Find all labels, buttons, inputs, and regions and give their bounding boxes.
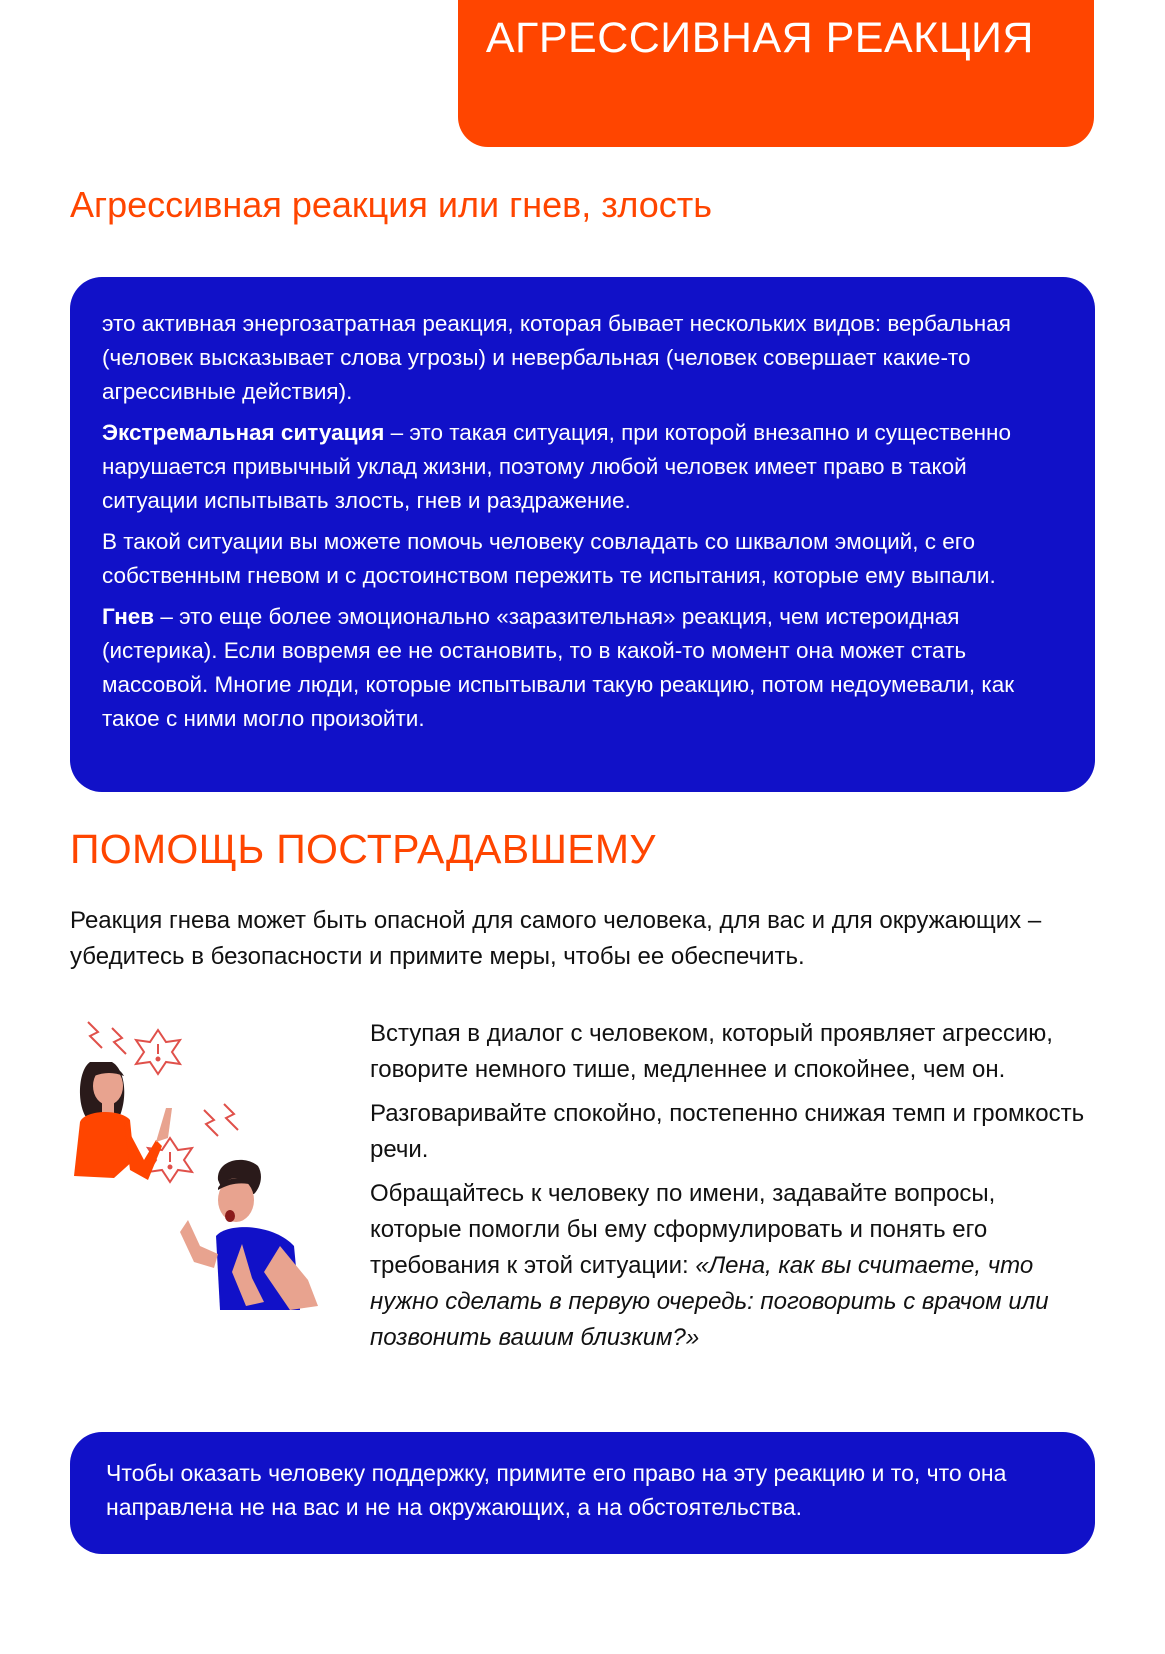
help-paragraph: В такой ситуации вы можете помочь человеку совладать со шквалом эмоций, с его собственным гневом и с достоинством пережить те испытания, которые ему выпали. (102, 529, 996, 588)
extreme-situation-term: Экстремальная ситуация (102, 420, 385, 445)
header-tab (458, 0, 1094, 147)
arguing-people-icon (68, 1010, 338, 1310)
page-subtitle: Агрессивная реакция или гнев, злость (70, 184, 713, 225)
anger-star-icon (136, 1030, 180, 1074)
section-title: ПОМОЩЬ ПОСТРАДАВШЕМУ (70, 826, 656, 872)
tip-text: Обращайтесь к человеку по имени, задавайте вопросы, которые помогли бы ему сформулировать и понять его требования к этой ситуации: (370, 1180, 996, 1279)
help-tips (370, 1016, 1090, 1364)
man-figure (180, 1160, 318, 1310)
definition-paragraph: это активная энергозатратная реакция, которая бывает нескольких видов: вербальная (человек высказывает слова угрозы) и невербальная (человек совершает какие-то агрессивные действия). (102, 311, 1011, 404)
tip-example-quote: «Лена, как вы считаете, что нужно сделать в первую очередь: поговорить с врачом или позвонить вашим близким?» (370, 1252, 1049, 1351)
tip-item: Разговаривайте спокойно, постепенно снижая темп и громкость речи. (370, 1100, 1085, 1163)
tip-item: Вступая в диалог с человеком, который проявляет агрессию, говорите немного тише, медленнее и спокойнее, чем он. (370, 1020, 1053, 1083)
tip-item (370, 1176, 1090, 1356)
anger-paragraph (102, 600, 1055, 736)
woman-figure (74, 1062, 172, 1180)
anger-term: Гнев (102, 604, 155, 629)
definition-card (70, 277, 1095, 792)
anger-text: – это еще более эмоционально «заразительная» реакция, чем истероидная (истерика). Если вовремя ее не остановить, то в какой-то момент она может стать массовой. Многие люди, которые испытывали такую реакцию, потом недоумевали, как такое с ними могло произойти. (102, 604, 1015, 731)
extreme-situation-text: – это такая ситуация, при которой внезапно и существенно нарушается привычный уклад жизни, поэтому любой человек имеет право в такой ситуации испытывать злость, гнев и раздражение. (102, 420, 1011, 513)
support-note: Чтобы оказать человеку поддержку, примите его право на эту реакцию и то, что она направлена не на вас и не на окружающих, а на обстоятельства. (70, 1432, 1095, 1554)
extreme-situation-paragraph (102, 416, 1055, 518)
intro-text: Реакция гнева может быть опасной для самого человека, для вас и для окружающих – убедитесь в безопасности и примите меры, чтобы ее обеспечить. (70, 907, 1042, 970)
header-tab-title: АГРЕССИВНАЯ РЕАКЦИЯ (485, 14, 1034, 62)
